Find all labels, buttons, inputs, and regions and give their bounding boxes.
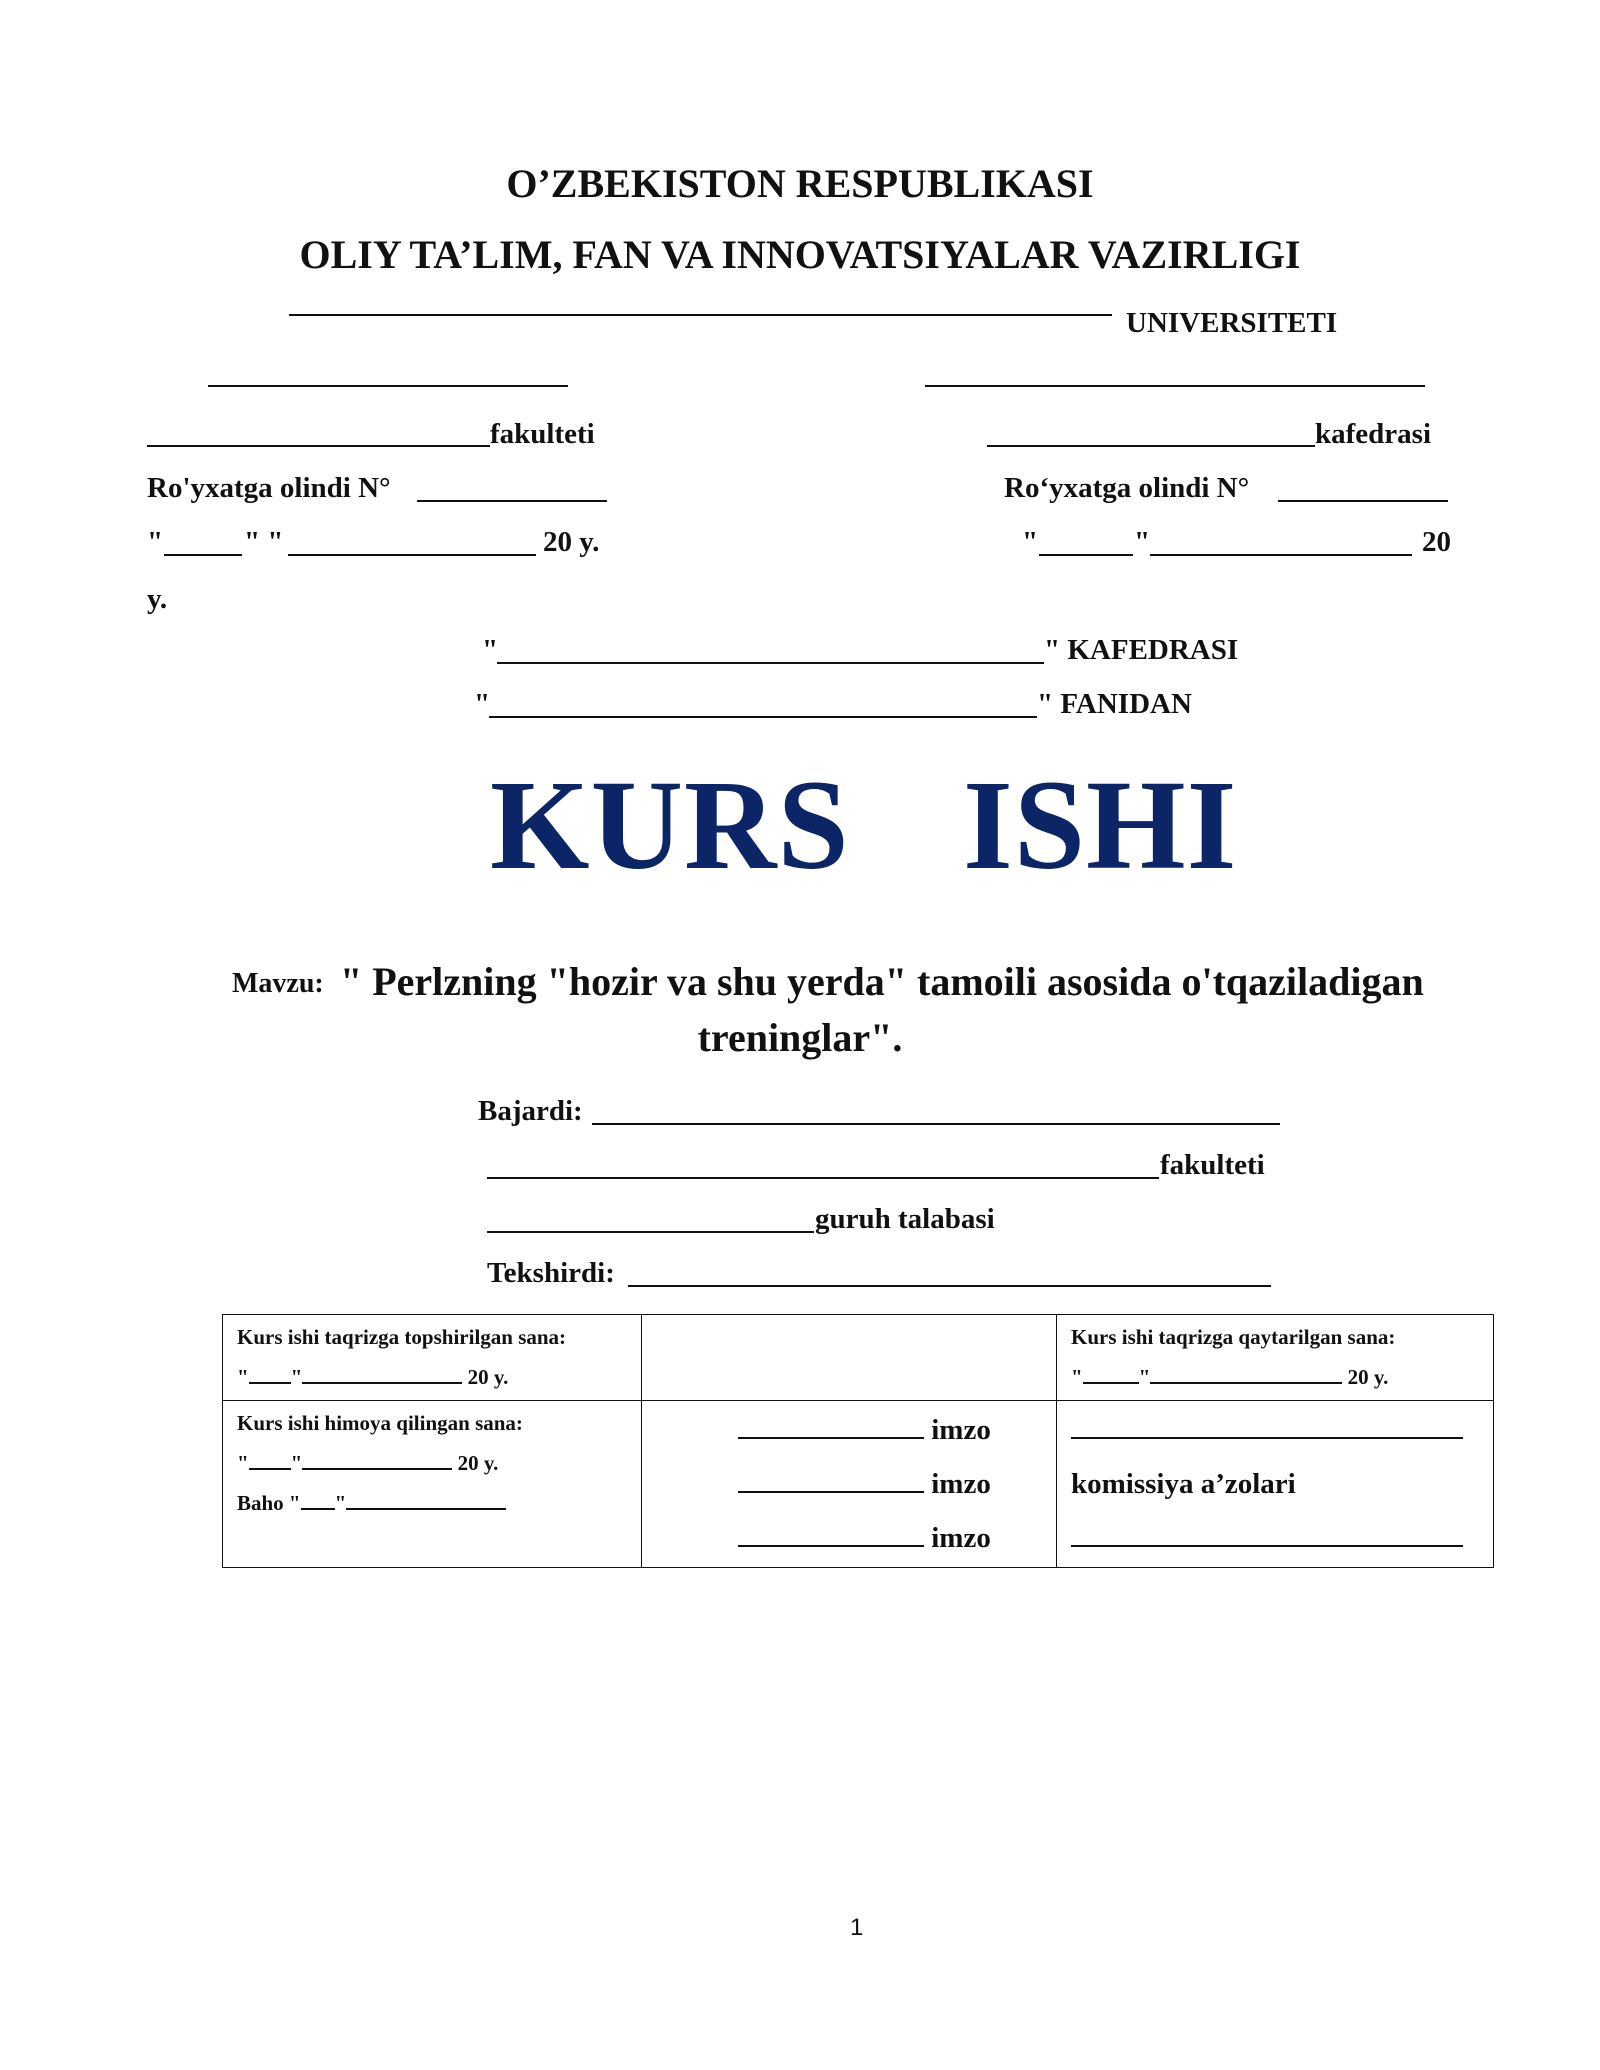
submitted-date-label: Kurs ishi taqrizga topshirilgan sana: [237,1325,567,1349]
ministry-name-line: OLIY TA’LIM, FAN VA INNOVATSIYALAR VAZIRLIGI [299,232,1301,277]
right-date-year: 20 [1422,526,1451,558]
title-word-kurs: KURS [490,754,850,896]
returned-date-cell [1057,1315,1494,1401]
department-quote-open: " [482,634,499,666]
submitted-date-cell [223,1315,642,1401]
performer-faculty-label: fakulteti [1160,1149,1265,1181]
left-registered-label: Ro'yxatga olindi N° [147,472,391,504]
left-date-wrap: y. [147,583,168,615]
left-faculty-label: fakulteti [490,418,595,450]
ministry-country-line: O’ZBEKISTON RESPUBLIKASI [506,161,1094,206]
signature-line-3: imzo [738,1511,1042,1565]
performer-group-label: guruh talabasi [815,1203,995,1235]
commission-blank-top [1071,1403,1479,1457]
defended-date-cell [223,1401,642,1568]
right-registered-number-blank [1278,500,1448,502]
department-name-blank [987,445,1315,447]
returned-date-label: Kurs ishi taqrizga qaytarilgan sana: [1071,1325,1396,1349]
empty-middle-cell [642,1315,1057,1401]
submitted-date-fields: " " 20 y. [237,1357,627,1397]
subject-blank [489,716,1037,718]
topic-text-line1: " Perlzning "hozir va shu yerda" tamoili asosida o'tqaziladigan [340,959,1424,1004]
department-line-label: " KAFEDRASI [1044,634,1239,666]
subject-line-label: " FANIDAN [1037,688,1192,720]
right-date-quote-open: " [1022,526,1039,558]
topic-text-line2: treninglar". [697,1015,903,1060]
left-date-month-blank [288,554,536,556]
commission-blank-bottom [1071,1511,1479,1565]
left-registered-number-blank [417,500,607,502]
university-suffix: UNIVERSITETI [1126,307,1338,339]
performer-faculty-blank [487,1177,1159,1179]
right-date-day-blank [1039,554,1133,556]
left-date-day-blank [164,554,242,556]
checker-name-blank [628,1285,1271,1287]
performer-name-blank [592,1123,1280,1125]
performer-group-blank [487,1231,814,1233]
right-date-month-blank [1150,554,1412,556]
defended-date-fields: " " 20 y. [237,1443,627,1483]
right-department-label: kafedrasi [1315,418,1431,450]
left-approval-blank [208,385,568,387]
commission-label: komissiya a’zolari [1071,1468,1296,1500]
signatures-cell [642,1401,1057,1568]
right-approval-blank [925,385,1425,387]
left-date-year: 20 y. [543,526,600,558]
title-word-ishi: ISHI [963,754,1238,896]
right-date-quote-mid: " [1134,526,1151,558]
topic-label: Mavzu: [232,968,324,999]
left-date-quote-mid: " " [244,526,284,558]
performer-label: Bajardi: [478,1095,583,1127]
signature-line-2: imzo [738,1457,1042,1511]
left-date-quote-open: " [147,526,164,558]
defended-date-label: Kurs ishi himoya qilingan sana: [237,1411,523,1435]
commission-cell [1057,1401,1494,1568]
signature-line-1: imzo [738,1403,1042,1457]
subject-quote-open: " [474,688,491,720]
evaluation-table [222,1314,1494,1568]
university-name-blank [289,314,1112,316]
page-number: 1 [850,1914,864,1941]
grade-fields: Baho " " [237,1483,627,1523]
faculty-name-blank [147,445,490,447]
right-registered-label: Ro‘yxatga olindi N° [1004,472,1250,504]
checker-label: Tekshirdi: [487,1257,615,1289]
department-blank [497,662,1044,664]
returned-date-fields: " " 20 y. [1071,1357,1479,1397]
